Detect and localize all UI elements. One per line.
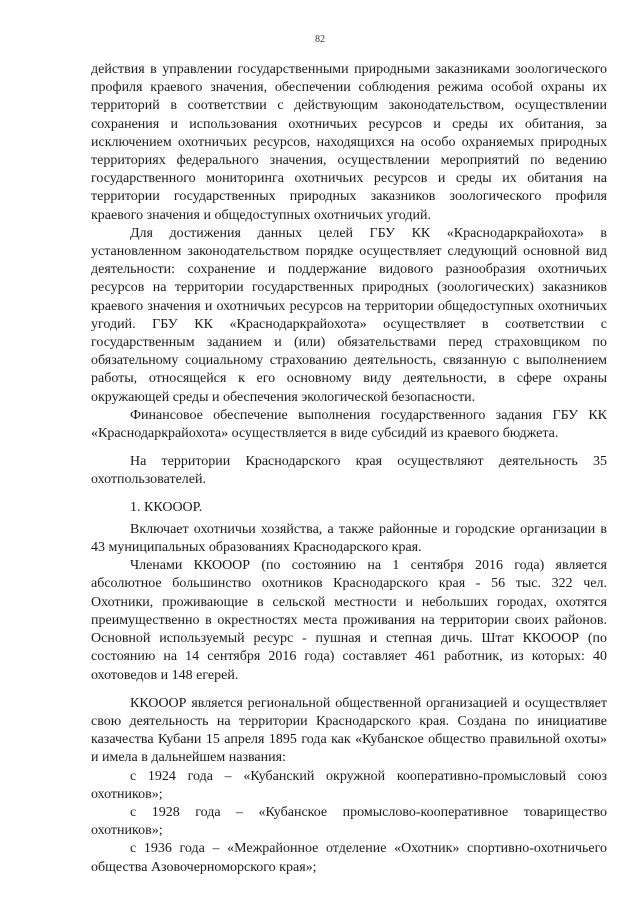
paragraph-7: ККОООР является региональной общественной организацией и осуществляет свою деятельность на территории Краснодарского края. Создана по инициативе казачества Кубани 15 апреля 1895 года как «Кубанское общество правильной охоты» и имела в дальнейшем названия: xyxy=(91,695,607,766)
history-item-1936: с 1936 года – «Межрайонное отделение «Охотник» спортивно-охотничьего общества Азовочерноморского края»; xyxy=(91,841,607,875)
history-item-1928: с 1928 года – «Кубанское промыслово-кооперативное товарищество охотников»; xyxy=(91,804,607,839)
paragraph-3: Финансовое обеспечение выполнения государственного задания ГБУ КК «Краснодаркрайохота» осуществляется в виде субсидий из краевого бюджета. xyxy=(91,407,607,442)
paragraph-5: Включает охотничьи хозяйства, а также районные и городские организации в 43 муниципальных образованиях Краснодарского края. xyxy=(91,521,607,556)
paragraph-4: На территории Краснодарского края осуществляют деятельность 35 охотпользователей. xyxy=(91,454,607,488)
paragraph-2: Для достижения данных целей ГБУ КК «Краснодаркрайохота» в установленном законодательством порядке осуществляет следующий основной вид деятельности: сохранение и поддержание видового разнообразия охотничьих ресурсов на территории государственных природных (зоологических) заказников краевого значения и охотничьих ресурсов на территории общедоступных охотничьих угодий. ГБУ КК «Краснодаркрайохота» осуществляет в соответствии с государственным заданием и (или) обязательствами перед страховщиком по обязательному социальному страхованию деятельность, связанную с выполнением работы, относящейся к его основному виду деятельности, в сфере охраны окружающей среды и обеспечения экологической безопасности. xyxy=(91,225,607,405)
history-item-1924: с 1924 года – «Кубанский окружной кооперативно-промысловый союз охотников»; xyxy=(91,768,607,802)
section-heading: 1. ККОООР. xyxy=(130,499,203,515)
page-number: 82 xyxy=(315,34,325,45)
paragraph-1: действия в управлении государственными природными заказниками зоологического профиля краевого значения, обеспечении соблюдения режима особой охраны их территорий в соответствии с действующим законодательством, осуществлении сохранения и использования охотничьих ресурсов и среды их обитания, за исключением охотничьих ресурсов, находящихся на особо охраняемых природных территориях федерального значения, осуществлении мероприятий по ведению государственного мониторинга охотничьих ресурсов и среды их обитания на территории государственных природных заказников зоологического профиля краевого значения и общедоступных охотничьих угодий. xyxy=(91,62,607,223)
paragraph-6: Членами ККОООР (по состоянию на 1 сентября 2016 года) является абсолютное большинство охотников Краснодарского края - 56 тыс. 322 чел. Охотники, проживающие в сельской местности и небольших городах, охотятся преимущественно в окрестностях места проживания на территории своих районов. Основной используемый ресурс - пушная и степная дичь. Штат ККОООР (по состоянию на 14 сентября 2016 года) составляет 461 работник, из которых: 40 охотоведов и 148 егерей. xyxy=(91,558,607,683)
document-body xyxy=(91,61,607,877)
